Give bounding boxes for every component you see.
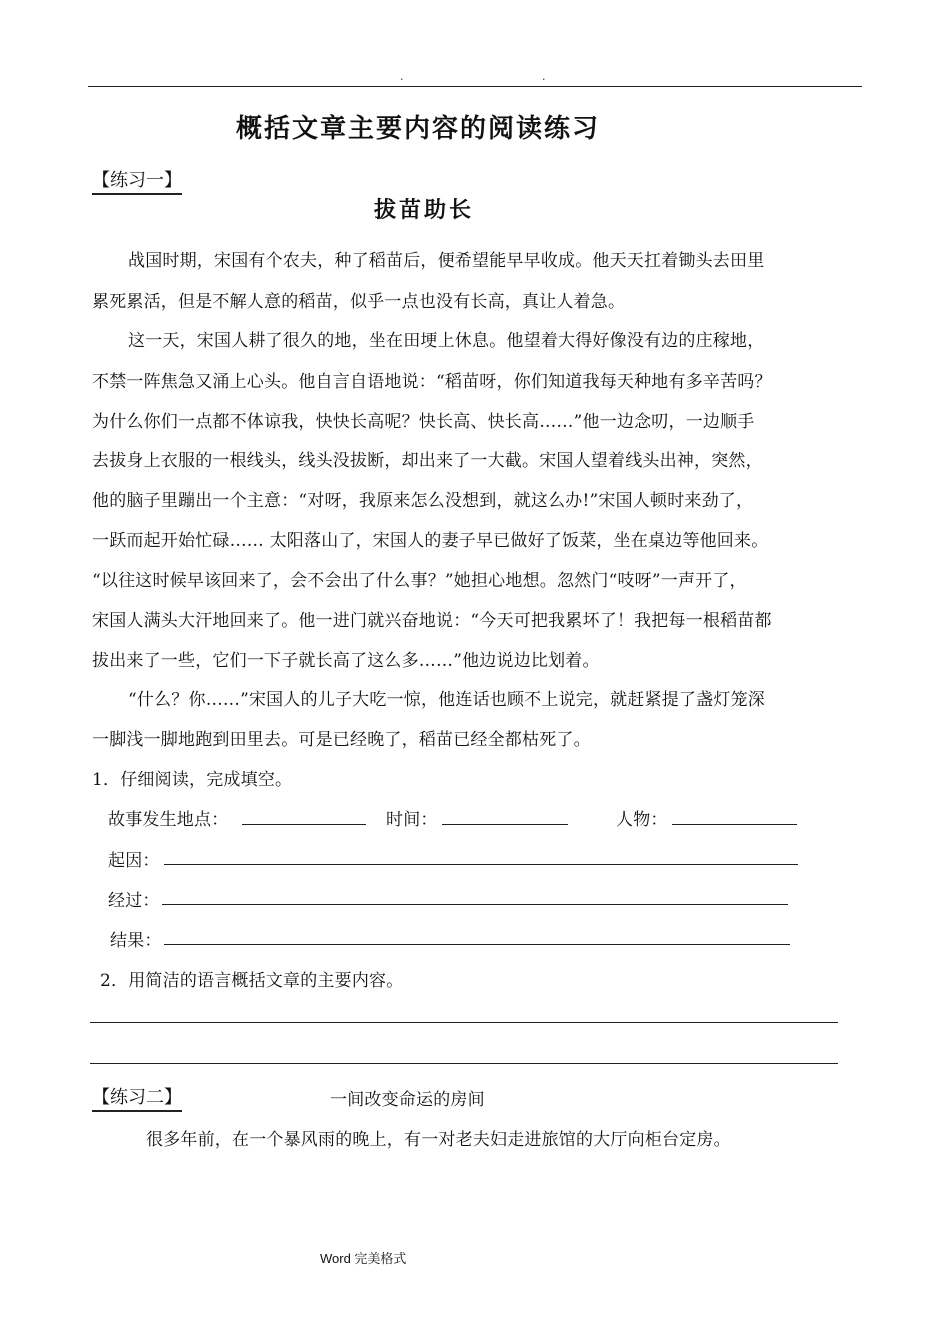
result-blank[interactable] — [164, 944, 790, 945]
question-1-prompt: 1．仔细阅读，完成填空。 — [92, 770, 293, 790]
process-blank[interactable] — [162, 904, 788, 905]
story-line: 他的脑子里蹦出一个主意：“对呀，我原来怎么没想到，就这么办!”宋国人顿时来劲了， — [92, 491, 754, 511]
summary-blank-1[interactable] — [90, 1022, 838, 1023]
footer-text: Word 完美格式 — [320, 1251, 407, 1266]
exercise2-label: 【练习二】 — [92, 1083, 182, 1112]
story-line: “什么？你……”宋国人的儿子大吃一惊，他连话也顾不上说完，就赶紧提了盏灯笼深 — [128, 690, 765, 710]
story-line: 拔出来了一些，它们一下子就长高了这么多……”他边说边比划着。 — [92, 651, 600, 671]
process-label: 经过： — [108, 891, 160, 911]
story-line: 去拔身上衣服的一根线头，线头没拔断，却出来了一大截。宋国人望着线头出神，突然， — [92, 451, 763, 471]
person-label: 人物： — [616, 810, 668, 830]
summary-blank-2[interactable] — [90, 1063, 838, 1064]
story2-first-line: 很多年前，在一个暴风雨的晚上，有一对老夫妇走进旅馆的大厅向柜台定房。 — [146, 1130, 731, 1150]
story-line: 宋国人满头大汗地回来了。他一进门就兴奋地说：“今天可把我累坏了！我把每一根稻苗都 — [92, 611, 772, 631]
story2-title: 一间改变命运的房间 — [330, 1090, 485, 1110]
story-line: 战国时期，宋国有个农夫，种了稻苗后，便希望能早早收成。他天天扛着锄头去田里 — [128, 251, 765, 271]
story-line: 为什么你们一点都不体谅我，快快长高呢？快长高、快长高……”他一边念叨，一边顺手 — [92, 412, 755, 432]
time-blank[interactable] — [442, 824, 568, 825]
cause-label: 起因： — [108, 851, 160, 871]
story-line: 一跃而起开始忙碌…… 太阳落山了，宋国人的妻子早已做好了饭菜，坐在桌边等他回来。 — [92, 531, 769, 551]
exercise1-label: 【练习一】 — [92, 166, 182, 195]
story-line: “以往这时候早该回来了，会不会出了什么事？”她担心地想。忽然门“吱呀”一声开了， — [92, 571, 747, 591]
story-line: 不禁一阵焦急又涌上心头。他自言自语地说：“稻苗呀，你们知道我每天种地有多辛苦吗？ — [92, 372, 772, 392]
place-label: 故事发生地点： — [108, 810, 229, 830]
story1-title: 拔苗助长 — [374, 197, 475, 223]
header-rule — [88, 86, 862, 87]
header-dot-right: . — [542, 70, 546, 83]
person-blank[interactable] — [672, 824, 797, 825]
place-blank[interactable] — [242, 824, 366, 825]
question-2-prompt: 2．用简洁的语言概括文章的主要内容。 — [100, 971, 404, 991]
header-dot-left: . — [400, 70, 404, 83]
story-line: 这一天，宋国人耕了很久的地，坐在田埂上休息。他望着大得好像没有边的庄稼地， — [128, 331, 765, 351]
result-label: 结果： — [110, 931, 162, 951]
story-line: 累死累活，但是不解人意的稻苗，似乎一点也没有长高，真让人着急。 — [92, 292, 626, 312]
cause-blank[interactable] — [164, 864, 798, 865]
story-line: 一脚浅一脚地跑到田里去。可是已经晚了，稻苗已经全都枯死了。 — [92, 730, 591, 750]
document-title: 概括文章主要内容的阅读练习 — [236, 114, 601, 144]
time-label: 时间： — [386, 810, 438, 830]
